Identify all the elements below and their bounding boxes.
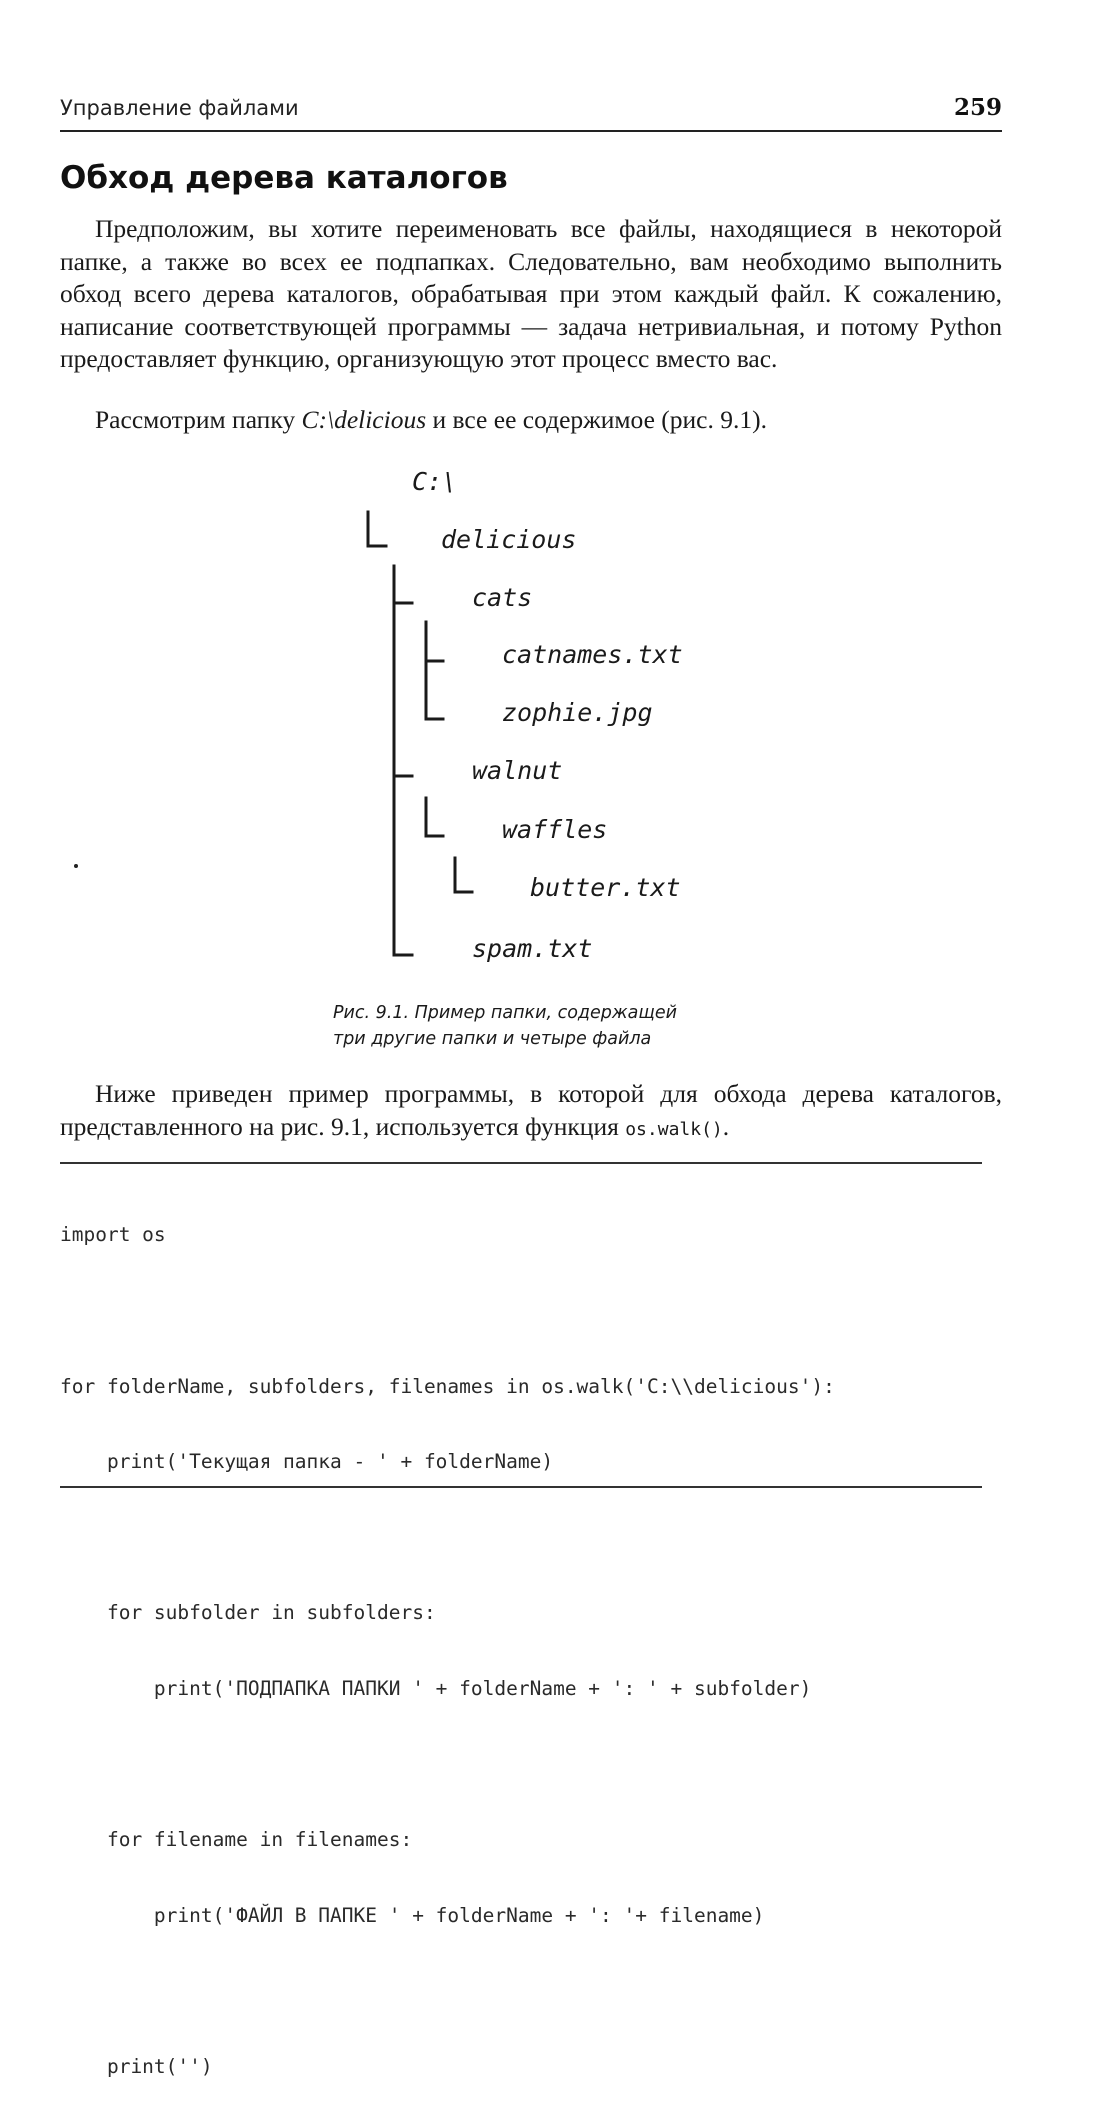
tree-node-zophie: zophie.jpg [502, 698, 653, 727]
code-line: print('') [60, 2054, 213, 2078]
caption-line-1: Рис. 9.1. Пример папки, содержащей [333, 1003, 678, 1023]
tree-node-butter: butter.txt [530, 873, 681, 902]
figure-caption [333, 1000, 753, 1052]
page-header [60, 94, 1002, 132]
code-rule-top [60, 1162, 982, 1164]
code-line [60, 1525, 990, 1550]
tree-node-cats: cats [472, 583, 533, 612]
code-line [60, 1298, 990, 1323]
code-line: import os [60, 1223, 166, 1247]
paragraph-text: Рассмотрим папку [95, 405, 302, 434]
tree-node-spam: spam.txt [472, 934, 593, 963]
folder-path: C:\delicious [301, 405, 427, 434]
tree-node-waffles: waffles [502, 815, 608, 844]
code-line: print('Текущая папка - ' + folderName) [60, 1450, 554, 1474]
paragraph-text: и все ее содержимое (рис. 9.1). [426, 405, 767, 434]
running-head: Управление файлами [60, 96, 299, 120]
code-line: for filename in filenames: [60, 1828, 413, 1852]
paragraph-text: Ниже приведен пример программы, в которой для обхода дерева каталогов, представленного на рис. 9.1, используется функция [60, 1079, 1002, 1141]
tree-node-root: C:\ [412, 467, 458, 496]
code-line: for folderName, subfolders, filenames in os.walk('C:\\delicious'): [60, 1374, 835, 1398]
code-line: for subfolder in subfolders: [60, 1601, 436, 1625]
code-rule-bottom [60, 1486, 982, 1488]
intro-paragraph: Предположим, вы хотите переименовать все файлы, находящиеся в некоторой папке, а также во всех ее подпапках. Следовательно, вам необходимо выполнить обход всего дерева каталогов, обрабатывая при этом каждый файл. К сожалению, написание соответствующей программы — задача нетривиальная, и потому Python предоставляет функцию, организующую этот процесс вместо вас. [60, 214, 1002, 373]
code-line [60, 1752, 990, 1777]
paragraph-text: . [722, 1111, 730, 1141]
inline-code: os.walk() [625, 1118, 723, 1140]
code-line: print('ФАЙЛ В ПАПКЕ ' + folderName + ': '+ filename) [60, 1903, 765, 1927]
section-title: Обход дерева каталогов [60, 160, 508, 196]
stray-dot [74, 864, 78, 868]
tree-node-delicious: delicious [441, 525, 577, 554]
tree-node-walnut: walnut [472, 756, 563, 785]
code-line [60, 1978, 990, 2003]
code-line: print('ПОДПАПКА ПАПКИ ' + folderName + ': ' + subfolder) [60, 1676, 812, 1700]
tree-node-catnames: catnames.txt [502, 640, 683, 669]
figure-intro-paragraph [60, 404, 1002, 437]
caption-line-2: три другие папки и четыре файла [333, 1029, 652, 1049]
code-listing [60, 1172, 990, 2104]
code-intro-paragraph [60, 1078, 1002, 1146]
page-number: 259 [953, 94, 1002, 121]
